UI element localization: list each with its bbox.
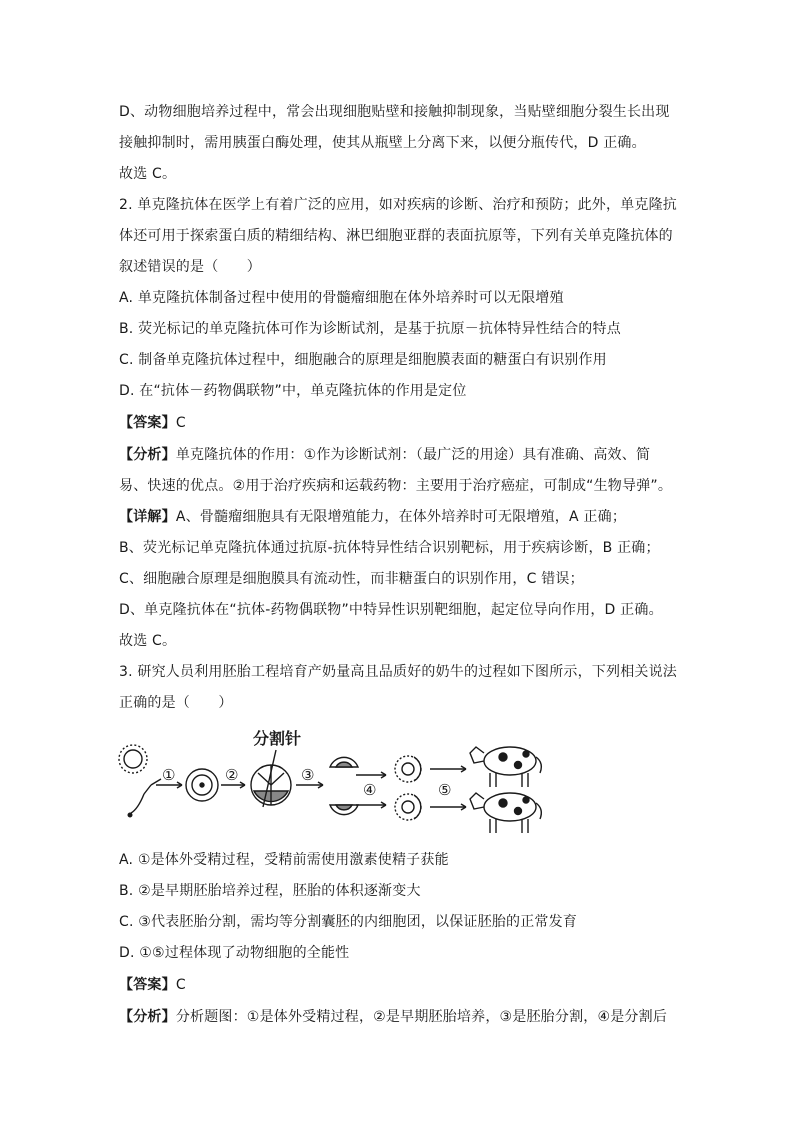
- embryo-engineering-figure: [118, 727, 548, 842]
- zygote-icon: [186, 769, 218, 801]
- q3-stem-line1: 3. 研究人员利用胚胎工程培育产奶量高且品质好的奶牛的过程如下图所示，下列相关说法: [119, 664, 678, 680]
- q2-option-d: D. 在“抗体－药物偶联物”中，单克隆抗体的作用是定位: [119, 383, 467, 399]
- step-3-label: ③: [301, 766, 315, 784]
- analysis-text: 单克隆抗体的作用：①作为诊断试剂：（最广泛的用途）具有准确、高效、简: [175, 447, 651, 463]
- oocyte-icon: [119, 745, 147, 773]
- step-4-label: ④: [363, 781, 377, 799]
- answer-value: C: [175, 415, 186, 431]
- q2-detail-c: C、细胞融合原理是细胞膜具有流动性，而非糖蛋白的识别作用，C 错误；: [119, 571, 584, 587]
- cow-top-icon: [470, 747, 541, 787]
- q2-stem-line3: 叙述错误的是（ ）: [119, 259, 261, 275]
- q2-choose: 故选 C。: [119, 633, 177, 649]
- q3-option-a: A. ①是体外受精过程，受精前需使用激素使精子获能: [119, 852, 449, 868]
- answer-value: C: [175, 977, 186, 993]
- q2-stem-line1: 2. 单克隆抗体在医学上有着广泛的应用，如对疾病的诊断、治疗和预防；此外，单克隆抗: [119, 197, 678, 213]
- recipient-embryo-top-icon: [395, 756, 421, 782]
- q2-option-a: A. 单克隆抗体制备过程中使用的骨髓瘤细胞在体外培养时可以无限增殖: [119, 290, 564, 306]
- answer-tag: 【答案】: [119, 415, 176, 431]
- needle-label: 分割针: [253, 729, 302, 748]
- half-embryo-top-icon: [330, 757, 358, 767]
- q3-analysis-line1: [119, 1007, 679, 1027]
- detail-tag: 【详解】: [119, 509, 176, 525]
- analysis-tag: 【分析】: [119, 1009, 176, 1025]
- q3-option-b: B. ②是早期胚胎培养过程，胚胎的体积逐渐变大: [119, 883, 421, 899]
- q3-option-c: C. ③代表胚胎分割，需均等分割囊胚的内细胞团，以保证胚胎的正常发育: [119, 914, 578, 930]
- step-2-label: ②: [225, 766, 239, 784]
- answer-tag: 【答案】: [119, 977, 176, 993]
- q1-option-d-line1: D、动物细胞培养过程中，常会出现细胞贴壁和接触抑制现象，当贴壁细胞分裂生长出现: [119, 104, 670, 120]
- q2-detail-a: [119, 507, 679, 527]
- recipient-embryo-bottom-icon: [395, 794, 421, 820]
- detail-text: A、骨髓瘤细胞具有无限增殖能力，在体外培养时可无限增殖，A 正确；: [175, 509, 627, 525]
- analysis-tag: 【分析】: [119, 447, 176, 463]
- q2-option-b: B. 荧光标记的单克隆抗体可作为诊断试剂，是基于抗原－抗体特异性结合的特点: [119, 321, 621, 337]
- q1-option-d-line2: 接触抑制时，需用胰蛋白酶处理，使其从瓶壁上分离下来，以便分瓶传代，D 正确。: [119, 135, 646, 151]
- q2-option-c: C. 制备单克隆抗体过程中，细胞融合的原理是细胞膜表面的糖蛋白有识别作用: [119, 352, 607, 368]
- half-embryo-bottom-icon: [330, 805, 358, 815]
- q2-analysis-line2: 易、快速的优点。②用于治疗疾病和运载药物：主要用于治疗癌症，可制成“生物导弹”。: [119, 478, 673, 494]
- cow-bottom-icon: [470, 793, 541, 833]
- step-1-label: ①: [162, 766, 176, 784]
- q1-choose: 故选 C。: [119, 166, 177, 182]
- step-5-label: ⑤: [438, 781, 452, 799]
- q2-answer: [119, 413, 679, 433]
- q3-option-d: D. ①⑤过程体现了动物细胞的全能性: [119, 945, 350, 961]
- q2-detail-d: D、单克隆抗体在“抗体-药物偶联物”中特异性识别靶细胞，起定位导向作用，D 正确。: [119, 602, 663, 618]
- q2-analysis-line1: [119, 445, 679, 465]
- analysis-text: 分析题图：①是体外受精过程，②是早期胚胎培养，③是胚胎分割，④是分割后: [175, 1009, 668, 1025]
- q2-detail-b: B、荧光标记单克隆抗体通过抗原-抗体特异性结合识别靶标，用于疾病诊断，B 正确；: [119, 540, 660, 556]
- q3-answer: [119, 975, 679, 995]
- q2-stem-line2: 体还可用于探索蛋白质的精细结构、淋巴细胞亚群的表面抗原等，下列有关单克隆抗体的: [119, 228, 673, 244]
- q3-stem-line2: 正确的是（ ）: [119, 695, 233, 711]
